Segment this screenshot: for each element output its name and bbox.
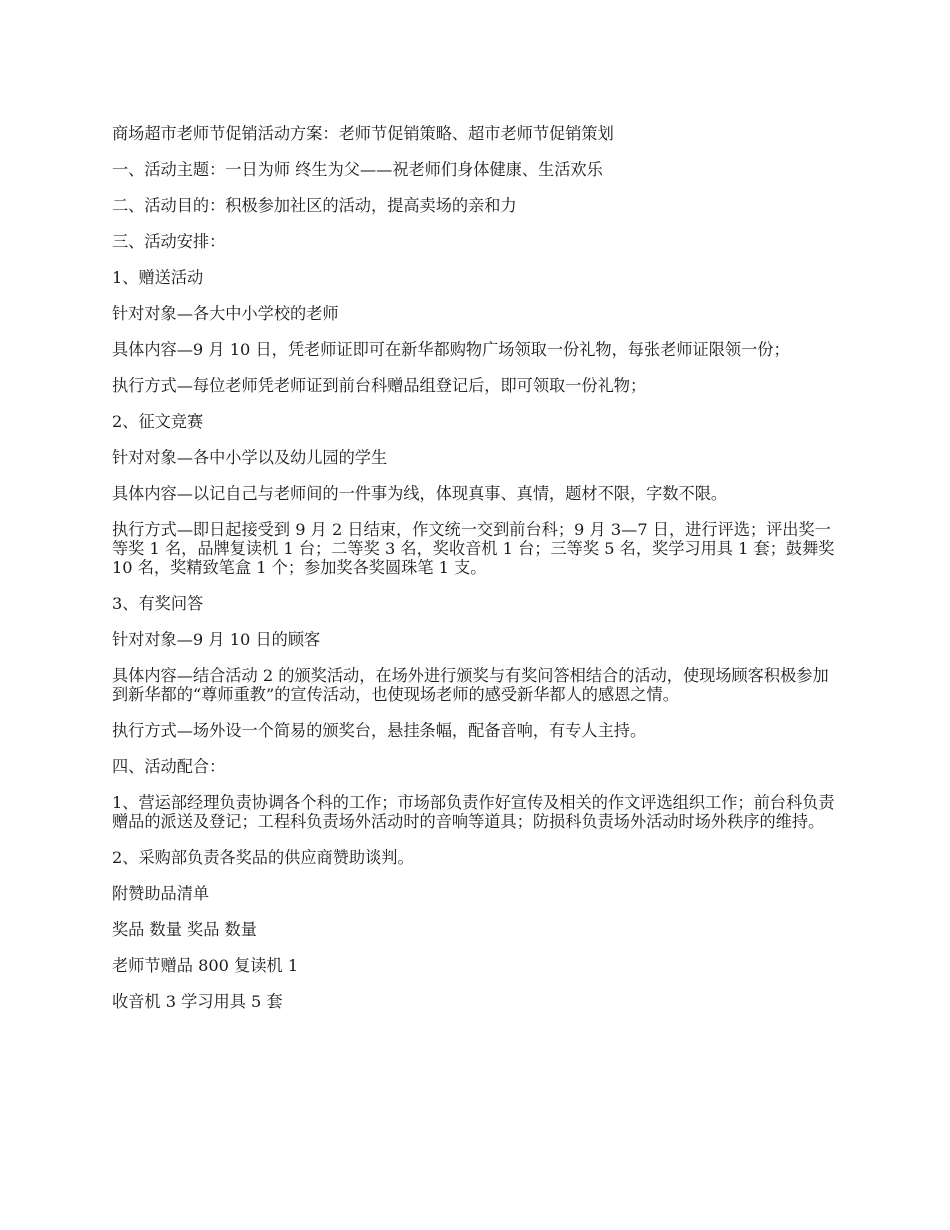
essay-content: 具体内容—以记自己与老师间的一件事为线，体现真事、真情，题材不限，字数不限。 [112,484,728,503]
section-arrangement-heading: 三、活动安排： [112,232,226,251]
gift-target: 针对对象—各大中小学校的老师 [112,304,339,323]
gift-content: 具体内容—9 月 10 日，凭老师证即可在新华都购物广场领取一份礼物，每张老师证限领一份； [112,340,790,359]
sponsor-list-row: 收音机 3 学习用具 5 套 [112,992,283,1011]
document-title: 商场超市老师节促销活动方案：老师节促销策略、超市老师节促销策划 [112,124,614,143]
quiz-content: 具体内容—结合活动 2 的颁奖活动，在场外进行颁奖与有奖问答相结合的活动，使现场顾客积极参加到新华都的“尊师重教”的宣传活动，也使现场老师的感受新华都人的感恩之情。 [112,666,829,704]
essay-target: 针对对象—各中小学以及幼儿园的学生 [112,448,388,467]
coordination-item-1: 1、营运部经理负责协调各个科的工作；市场部负责作好宣传及相关的作文评选组织工作；前台科负责赠品的派送及登记；工程科负责场外活动时的音响等道具；防损科负责场外活动时场外秩序的维持。 [112,793,835,831]
coordination-item-2: 2、采购部负责各奖品的供应商赞助谈判。 [112,848,414,867]
subsection-quiz-heading: 3、有奖问答 [112,594,204,613]
essay-method: 执行方式—即日起接受到 9 月 2 日结束，作文统一交到前台科；9 月 3—7 日，进行评选；评出奖一等奖 1 名，品牌复读机 1 台；二等奖 3 名，奖收音机 1 台；三等奖 5 名，奖学习用具 1 套；鼓舞奖 10 名，奖精致笔盒 1 个；参加奖各奖圆珠笔 1 支。 [112,520,835,577]
section-theme: 一、活动主题：一日为师 终生为父——祝老师们身体健康、生活欢乐 [112,160,603,179]
gift-method: 执行方式—每位老师凭老师证到前台科赠品组登记后，即可领取一份礼物； [112,376,647,395]
subsection-gift-heading: 1、赠送活动 [112,268,204,287]
sponsor-list-header-row: 奖品 数量 奖品 数量 [112,920,257,939]
quiz-target: 针对对象—9 月 10 日的顾客 [112,630,321,649]
section-coordination-heading: 四、活动配合： [112,757,226,776]
quiz-method: 执行方式—场外设一个简易的颁奖台，悬挂条幅，配备音响，有专人主持。 [112,721,647,740]
section-purpose: 二、活动目的：积极参加社区的活动，提高卖场的亲和力 [112,196,517,215]
sponsor-list-heading: 附赞助品清单 [112,884,210,903]
sponsor-list-row: 老师节赠品 800 复读机 1 [112,956,299,975]
document-body [112,124,840,1028]
subsection-essay-heading: 2、征文竞赛 [112,412,204,431]
